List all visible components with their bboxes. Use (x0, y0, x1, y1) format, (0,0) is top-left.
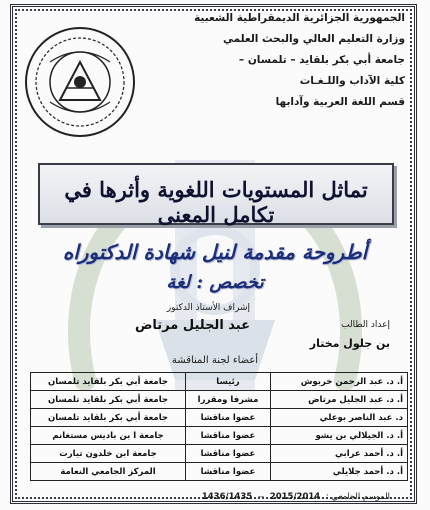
member-role: عضوا مناقشا (186, 427, 271, 445)
table-row (31, 391, 408, 409)
table-row (31, 373, 408, 391)
supervisor-label: إشراف الأستاذ الدكتور (166, 303, 250, 313)
thesis-subtitle: أطروحة مقدمة لنيل شهادة الدكتوراه (62, 240, 368, 264)
university-seal-logo (20, 22, 140, 142)
member-name: أ. د. عبد الجليل مرتاض (271, 391, 408, 409)
member-name: أ. د. الجيلالي بن يشو (271, 427, 408, 445)
header-line-department: قسم اللغة العربية وآدابها (275, 96, 405, 108)
student-name: بن جلول مختار (309, 337, 390, 350)
table-row (31, 427, 408, 445)
table-row (31, 445, 408, 463)
member-institution: جامعة أبي بكر بلقايد تلمسان (31, 373, 186, 391)
member-name: أ. د. أحمد جلايلي (271, 463, 408, 481)
table-row (31, 409, 408, 427)
member-institution: جامعة ا بن باديس مستغانم (31, 427, 186, 445)
header-line-republic: الجمهورية الجزائرية الديمقراطية الشعبية (194, 12, 405, 24)
specialization: تخصص : لغة (166, 272, 264, 293)
member-role: مشرفا ومقررا (186, 391, 271, 409)
member-role: عضوا مناقشا (186, 409, 271, 427)
member-institution: جامعة ابن خلدون تيارت (31, 445, 186, 463)
academic-year-footer (150, 492, 390, 502)
institution-header (165, 8, 405, 113)
member-role: عضوا مناقشا (186, 463, 271, 481)
member-institution: جامعة أبي بكر بلقايد تلمسان (31, 409, 186, 427)
committee-table (30, 372, 408, 481)
header-line-university: جامعة أبي بكر بلقايد – تلمسان – (238, 54, 405, 66)
supervisor-name: عبد الجليل مرتاض (134, 318, 250, 333)
academic-year-label: الموسم الجامعي : (325, 492, 390, 502)
student-label: إعداد الطالب (341, 320, 390, 330)
thesis-title-box (38, 163, 394, 225)
header-line-ministry: وزارة التعليم العالي والبحث العلمي (222, 33, 405, 45)
thesis-title: تماثل المستويات اللغوية وأثرها في تكامل المعنى (64, 177, 368, 227)
member-institution: المركز الجامعي النعامة (31, 463, 186, 481)
member-role: عضوا مناقشا (186, 445, 271, 463)
member-institution: جامعة أبي بكر بلقايد تلمسان (31, 391, 186, 409)
table-row (31, 463, 408, 481)
academic-year-gregorian: 2015/2014 (269, 492, 321, 502)
member-role: رئيسا (186, 373, 271, 391)
committee-title: أعضاء لجنة المناقشة (171, 355, 259, 366)
academic-year-hijri: 1436/1435 (201, 492, 253, 502)
member-name: د. عبد الناصر بوعلي (271, 409, 408, 427)
member-name: أ. د. عبد الرحمن خربوش (271, 373, 408, 391)
academic-year-separator: -- (257, 492, 265, 502)
member-name: أ. د. أحمد عرابي (271, 445, 408, 463)
header-line-faculty: كلية الآداب واللـغـات (299, 75, 405, 87)
